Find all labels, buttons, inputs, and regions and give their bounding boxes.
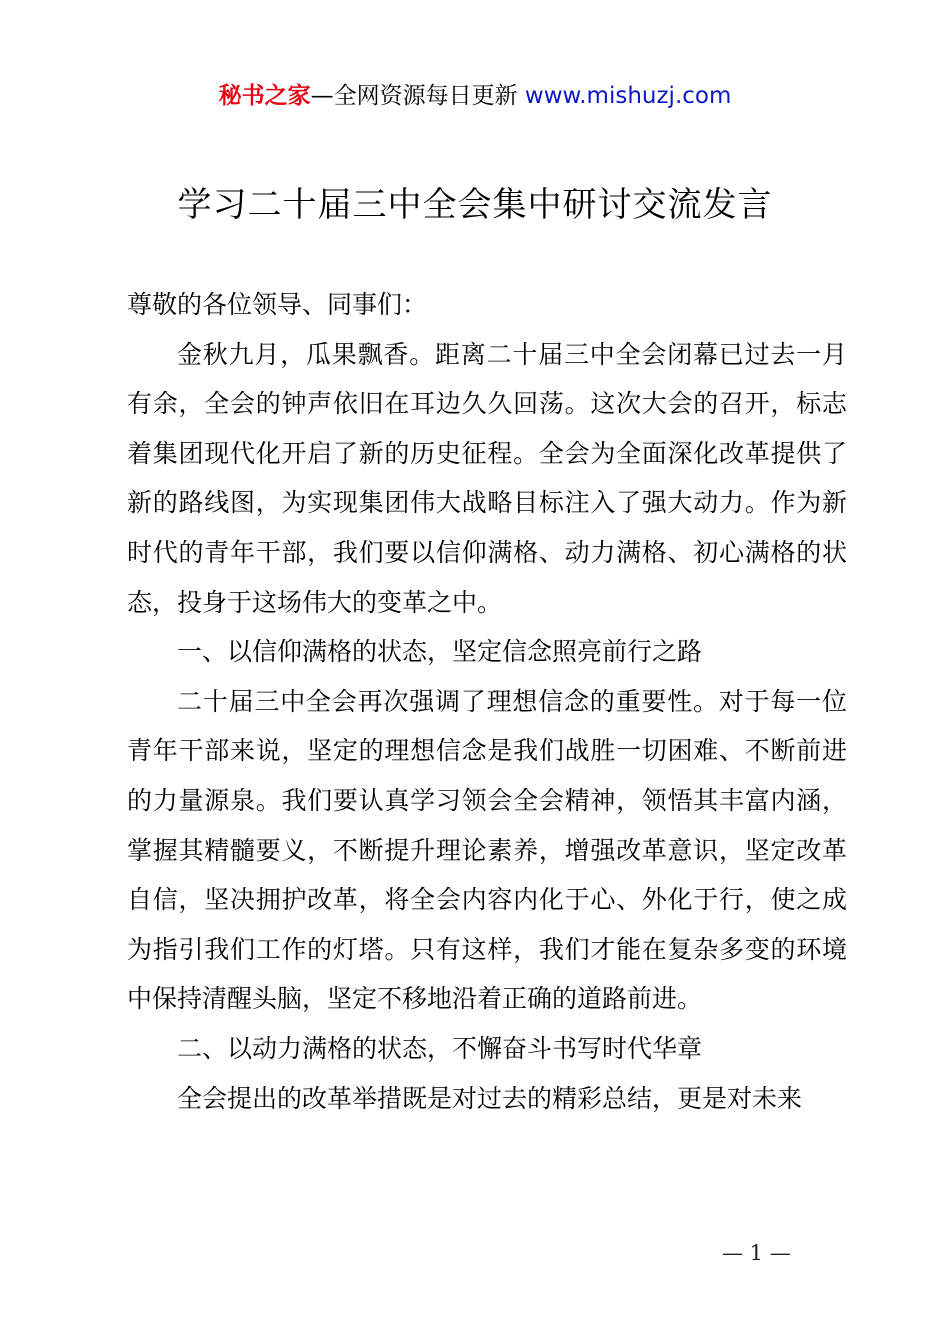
- section-heading-2: 二、以动力满格的状态，不懈奋斗书写时代华章: [177, 1033, 703, 1063]
- site-header: [0, 80, 950, 112]
- salutation: 尊敬的各位领导、同事们：: [127, 290, 428, 319]
- document-title: 学习二十届三中全会集中研讨交流发言: [177, 185, 773, 225]
- paragraph-section-1: 二十届三中全会再次强调了理想信念的重要性。对于每一位青年干部来说，坚定的理想信念是我们战胜一切困难、不断前进的力量源泉。我们要认真学习领会全会精神，领悟其丰富内涵，掌握其精髓要义，不断提升理论素养，增强改革意识，坚定改革自信，坚决拥护改革，将全会内容内化于心、外化于行，使之成为指引我们工作的灯塔。只有这样，我们才能在复杂多变的环境中保持清醒头脑，坚定不移地沿着正确的道路前进。: [127, 686, 847, 1014]
- document-body: [127, 280, 847, 1123]
- paragraph-intro: 金秋九月，瓜果飘香。距离二十届三中全会闭幕已过去一月有余，全会的钟声依旧在耳边久久回荡。这次大会的召开，标志着集团现代化开启了新的历史征程。全会为全面深化改革提供了新的路线图，为实现集团伟大战略目标注入了强大动力。作为新时代的青年干部，我们要以信仰满格、动力满格、初心满格的状态，投身于这场伟大的变革之中。: [127, 339, 847, 617]
- site-tagline: —全网资源每日更新: [310, 83, 518, 109]
- paragraph-section-2: 全会提出的改革举措既是对过去的精彩总结，更是对未来: [177, 1083, 803, 1113]
- section-heading-1: 一、以信仰满格的状态，坚定信念照亮前行之路: [177, 637, 703, 667]
- page-number: — 1 —: [722, 1241, 791, 1265]
- site-brand: 秘书之家: [218, 83, 311, 109]
- site-url-link[interactable]: www.mishuzj.com: [524, 83, 732, 109]
